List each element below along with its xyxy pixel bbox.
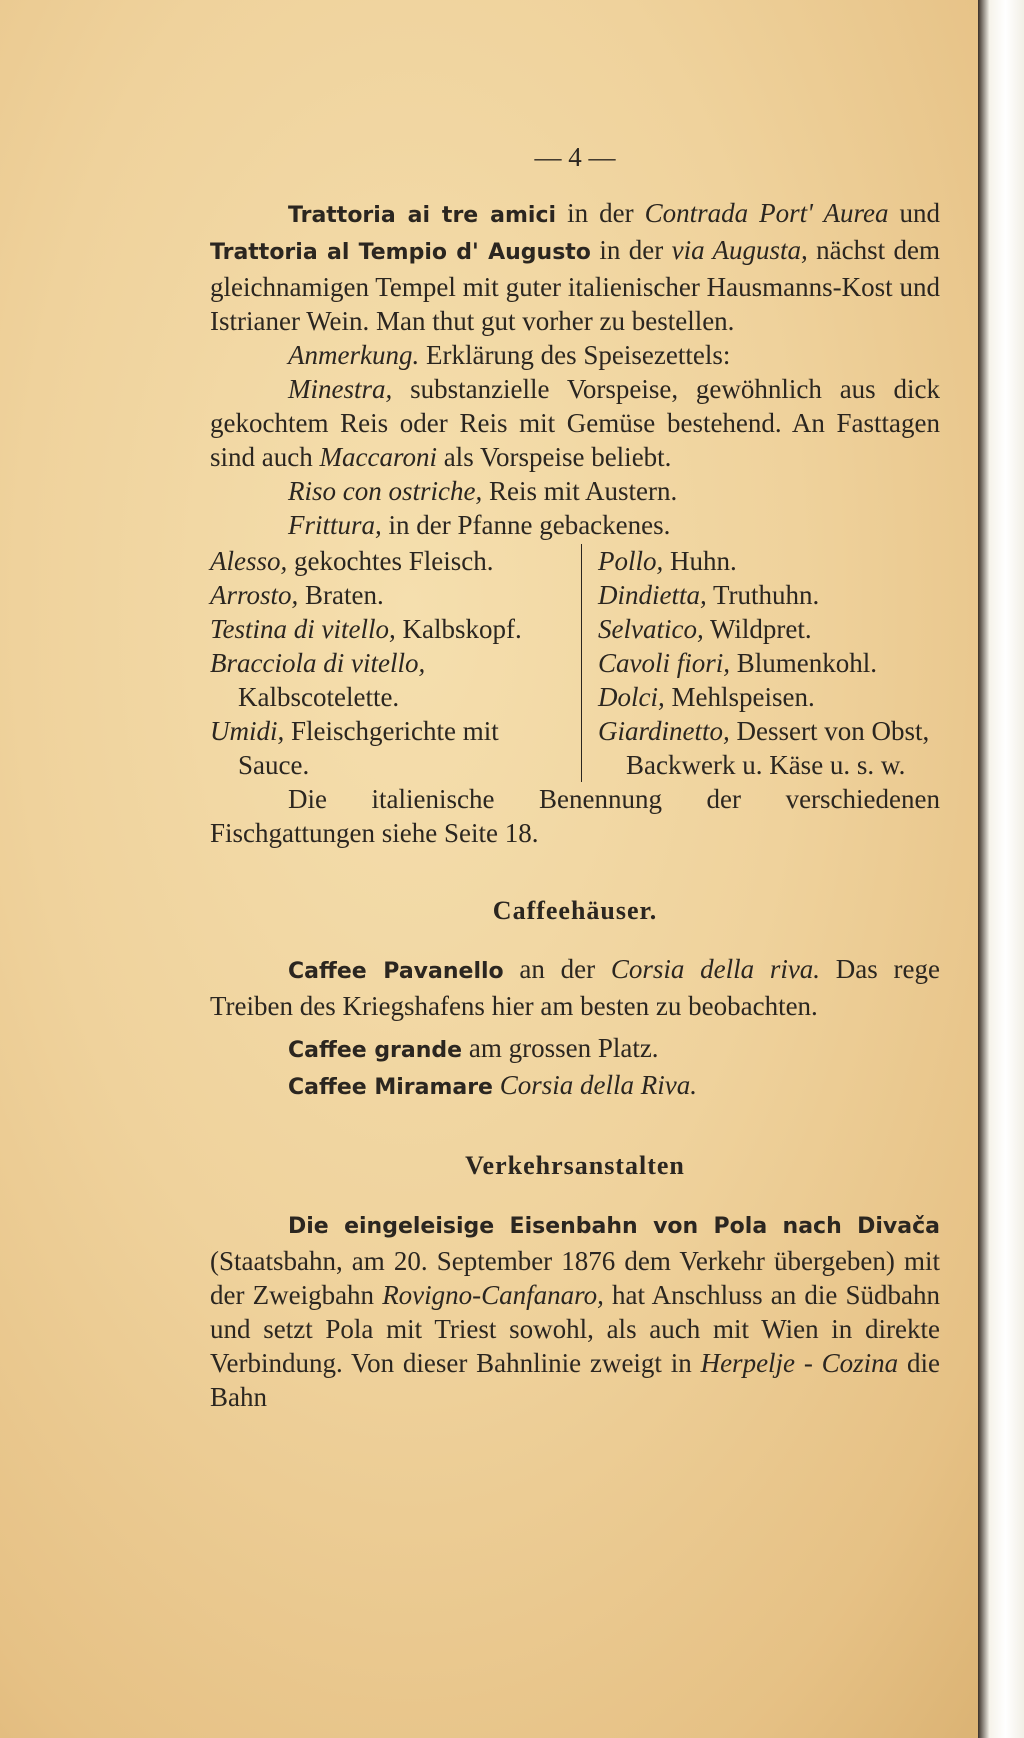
text-run: in der xyxy=(590,235,672,265)
section-heading-cafes: Caffeehäuser. xyxy=(492,896,658,925)
cafe-name: Caffee Miramare xyxy=(288,1075,493,1100)
section-heading-traffic: Verkehrsanstalten xyxy=(465,1151,685,1180)
cafe-entry xyxy=(210,1031,940,1068)
menu-term: Testina di vitello, xyxy=(210,614,396,644)
menu-two-columns xyxy=(210,544,940,782)
menu-entry xyxy=(210,508,940,542)
street-name: Contrada Port' Aurea xyxy=(644,198,889,228)
menu-text: Kalbskopf. xyxy=(395,614,522,644)
menu-term: Umidi, xyxy=(210,716,285,746)
menu-left-column xyxy=(210,544,565,782)
menu-text: substanzielle Vorspeise, gewöhnlich aus dick gekochtem Reis oder Reis mit Gemüse bestehend. An Fasttagen sind auch xyxy=(210,374,940,472)
menu-term: Pollo, xyxy=(598,546,664,576)
menu-note xyxy=(210,338,940,372)
menu-term: Alesso, xyxy=(210,546,288,576)
menu-text: Huhn. xyxy=(663,546,737,576)
menu-entry xyxy=(598,544,940,578)
text-run: Das rege Treiben des Kriegshafens hier am besten zu beobachten. xyxy=(210,954,940,1021)
street-name: Corsia della Riva. xyxy=(492,1070,697,1100)
menu-term: Dindietta, xyxy=(598,580,707,610)
restaurants-paragraph xyxy=(210,196,940,338)
menu-entry xyxy=(210,578,565,612)
menu-term: Selvatico, xyxy=(598,614,704,644)
menu-text: gekochtes Fleisch. xyxy=(287,546,494,576)
text-run: und xyxy=(888,198,940,228)
book-page xyxy=(210,140,940,1414)
menu-text: als Vorspeise beliebt. xyxy=(436,442,672,472)
menu-text: Fleischgerichte mit Sauce. xyxy=(238,716,499,780)
menu-text: in der Pfanne gebackenes. xyxy=(381,510,671,540)
menu-text: Reis mit Austern. xyxy=(482,476,678,506)
menu-text: Mehlspeisen. xyxy=(664,682,815,712)
menu-entry xyxy=(210,372,940,474)
railway-paragraph xyxy=(210,1207,940,1414)
station-name: Herpelje - Cozina xyxy=(700,1348,899,1378)
spacer xyxy=(210,1023,940,1031)
note-label: Anmerkung. xyxy=(288,340,420,370)
menu-entry xyxy=(598,612,940,646)
menu-entry xyxy=(210,714,565,782)
menu-term: Minestra, xyxy=(288,374,393,404)
menu-entry xyxy=(210,544,565,578)
text-run: in der xyxy=(556,198,645,228)
branch-line-name: Rovigno-Canfanaro, xyxy=(382,1280,604,1310)
menu-term: Dolci, xyxy=(598,682,665,712)
menu-entry xyxy=(598,680,940,714)
menu-entry xyxy=(598,714,940,782)
text-run: die Bahn xyxy=(210,1348,940,1412)
menu-term: Cavoli fiori, xyxy=(598,648,731,678)
menu-term: Maccaroni xyxy=(319,442,437,472)
fish-note: Die italienische Benennung der verschiedenen Fischgattungen siehe Seite 18. xyxy=(210,784,940,848)
cafe-entry xyxy=(210,1068,940,1105)
menu-text: Dessert von Obst, Backwerk u. Käse u. s. w. xyxy=(626,716,930,780)
cafe-entry xyxy=(210,952,940,1023)
menu-right-column xyxy=(598,544,940,782)
railway-lead: Die eingeleisige Eisenbahn von Pola nach Divača xyxy=(288,1214,940,1239)
menu-entry xyxy=(210,474,940,508)
menu-text: Blumenkohl. xyxy=(730,648,878,678)
menu-term: Bracciola di vitello, xyxy=(210,648,426,678)
cafe-name: Caffee grande xyxy=(288,1038,463,1063)
menu-text: Truthuhn. xyxy=(706,580,820,610)
restaurant-name: Trattoria al Tempio d' Augusto xyxy=(210,240,591,265)
column-divider xyxy=(581,544,582,782)
text-run: (Staatsbahn, am 20. September 1876 dem Verkehr übergeben) mit der Zweigbahn xyxy=(210,1246,940,1310)
menu-entry xyxy=(598,646,940,680)
menu-text: Kalbscotelette. xyxy=(238,682,400,712)
note-text: Erklärung des Speisezettels: xyxy=(419,340,731,370)
cafe-name: Caffee Pavanello xyxy=(288,959,504,984)
menu-text: Braten. xyxy=(298,580,384,610)
text-run: an der xyxy=(503,954,611,984)
text-run: am grossen Platz. xyxy=(462,1033,659,1063)
menu-entry xyxy=(598,578,940,612)
restaurant-name: Trattoria ai tre amici xyxy=(288,203,557,228)
menu-term: Giardinetto, xyxy=(598,716,730,746)
menu-text: Wildpret. xyxy=(703,614,812,644)
text-run: hat Anschluss an die Südbahn und setzt Pola mit Triest sowohl, als auch mit Wien in direkte Verbindung. Von dieser Bahnlinie zweigt in xyxy=(210,1280,940,1378)
menu-term: Frittura, xyxy=(288,510,382,540)
scan-edge xyxy=(978,0,1024,1738)
menu-term: Riso con ostriche, xyxy=(288,476,483,506)
street-name: via Augusta, xyxy=(671,235,808,265)
street-name: Corsia della riva. xyxy=(610,954,821,984)
page-number: — 4 — xyxy=(534,142,616,172)
menu-entry xyxy=(210,646,565,714)
text-run: nächst dem gleichnamigen Tempel mit guter italienischer Hausmanns-Kost und Istrianer Wein. Man thut gut vorher zu bestellen. xyxy=(210,235,941,336)
menu-entry xyxy=(210,612,565,646)
menu-term: Arrosto, xyxy=(210,580,299,610)
